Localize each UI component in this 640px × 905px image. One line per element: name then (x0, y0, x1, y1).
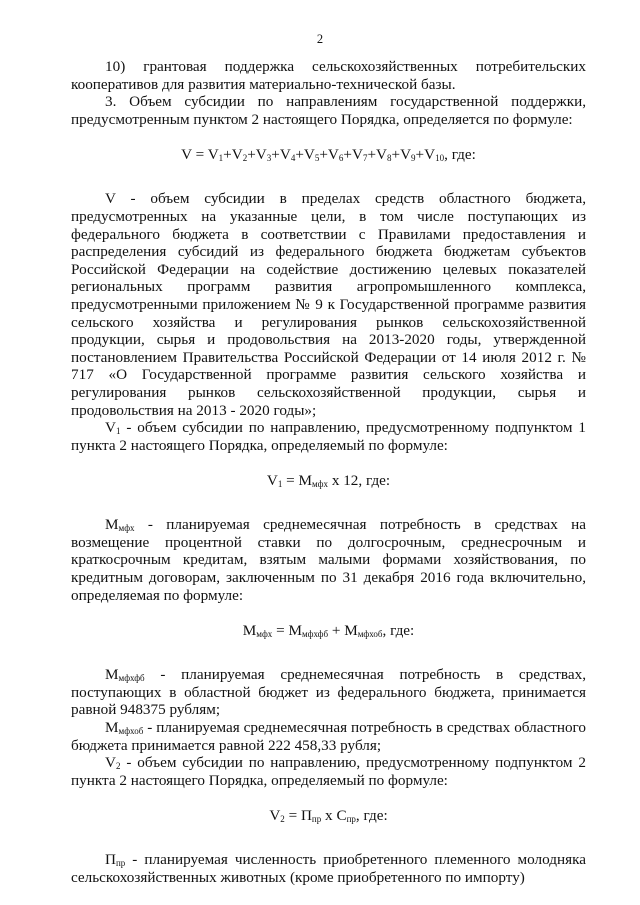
document-body (71, 58, 586, 887)
paragraph-v1-definition: $V_1$ - объем субсидии по направлению, предусмотренному подпунктом 1 пункта 2 настоящего Порядка, определяемый по формуле: (71, 419, 586, 454)
paragraph-v-definition: V - объем субсидии в пределах средств областного бюджета, предусмотренных на указанные цели, в том числе поступающих из федерального бюджета в соответствии с Правилами предоставления и распределения субсидий из федерального бюджета бюджетам субъектов Российской Федерации на содействие достижению целевых показателей региональных программ развития агропромышленного комплекса, предусмотренными приложением № 9 к Государственной программе развития сельского хозяйства и регулирования рынков сельскохозяйственной продукции, сырья и продовольствия на 2013-2020 годы, утвержденной постановлением Правительства Российской Федерации от 14 июля 2012 г. № 717 «О Государственной программе развития сельского хозяйства и регулирования рынков сельскохозяйственной продукции, сырья и продовольствия на 2013 - 2020 годы»; (71, 190, 586, 419)
formula-v1: $V_1 = M_{мфх}$ x 12, где: (266, 472, 391, 490)
formula-v2: $V_2 = П_{пр}$ x $С_{пр}$, где: (269, 807, 388, 825)
page-number: 2 (316, 32, 324, 46)
paragraph-v2-definition: $V_2$ - объем субсидии по направлению, предусмотренному подпунктом 2 пункта 2 настоящего Порядка, определяемый по формуле: (71, 754, 586, 789)
formula-total-volume: $V = V_1+V_2+V_3+V_4+V_5+V_6+V_7+V_8+V_9+V_{10}$, где: (181, 146, 476, 164)
paragraph-ppr-definition: $П_{пр}$ - планируемая численность приобретенного племенного молодняка сельскохозяйственных животных (кроме приобретенного по импорту) (71, 851, 586, 886)
paragraph-mmfhob-definition: $M_{мфхоб}$ - планируемая среднемесячная потребность в средствах областного бюджета принимается равной 222 458,33 рубля; (71, 719, 586, 754)
paragraph-item-10: 10) грантовая поддержка сельскохозяйственных потребительских кооперативов для развития материально-технической базы. (71, 58, 586, 93)
formula-mmfh: $M_{мфх} = M_{мфхфб} + M_{мфхоб}$, где: (242, 622, 415, 640)
paragraph-clause-3: 3. Объем субсидии по направлениям государственной поддержки, предусмотренным пунктом 2 настоящего Порядка, определяется по формуле: (71, 93, 586, 128)
paragraph-mmfh-definition: $M_{мфх}$ - планируемая среднемесячная потребность в средствах на возмещение процентной ставки по долгосрочным, среднесрочным и краткосрочным кредитам, взятым малыми формами хозяйствования, по кредитным договорам, заключенным по 31 декабря 2016 года включительно, определяемая по формуле: (71, 516, 586, 604)
paragraph-mmfhfb-definition: $M_{мфхфб}$ - планируемая среднемесячная потребность в средствах, поступающих в областной бюджет из федерального бюджета, принимается равной 948375 рублям; (71, 666, 586, 719)
